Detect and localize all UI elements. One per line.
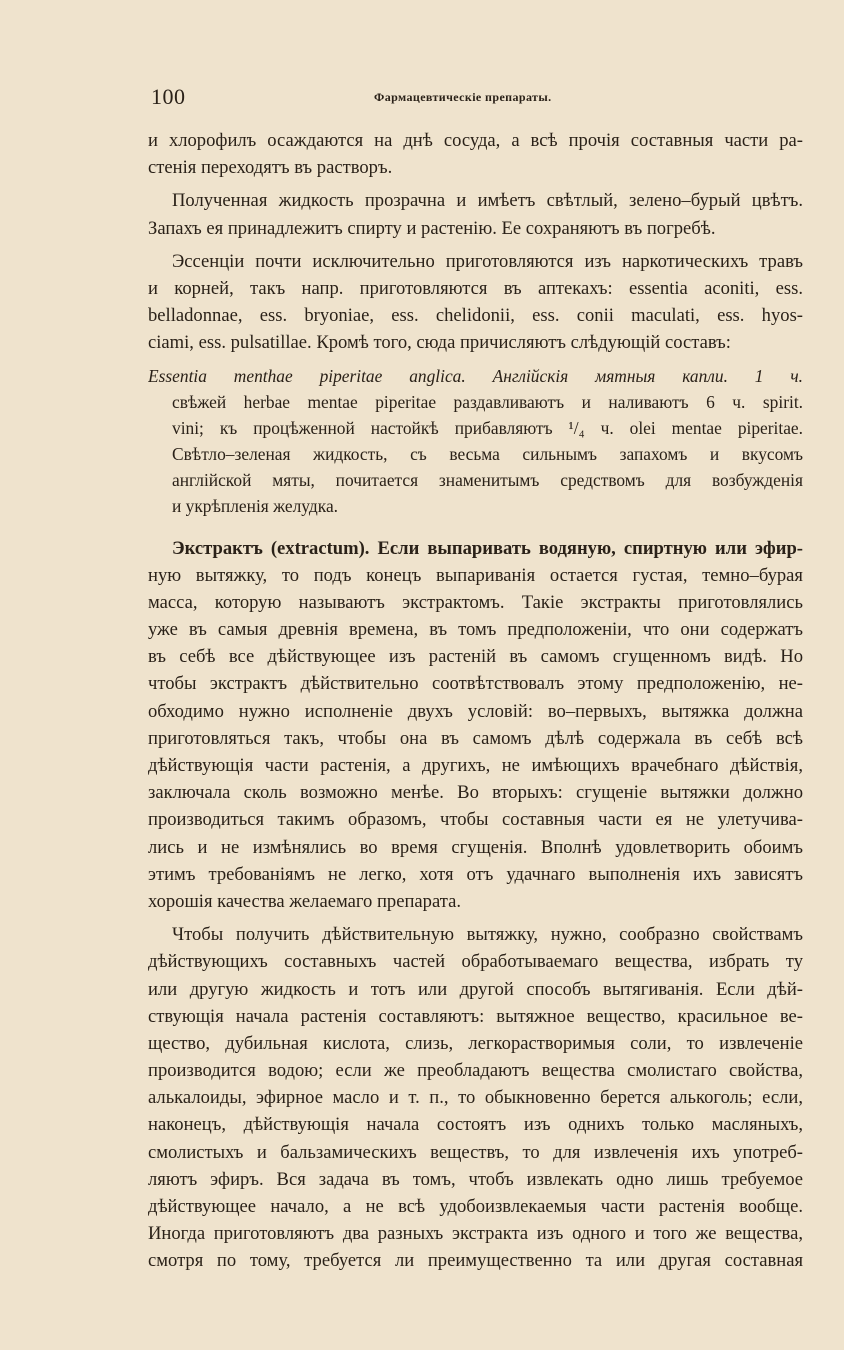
text-line: обходимо нужно исполненіе двухъ условій: во–первыхъ, вытяжка должна — [148, 700, 803, 722]
section-gap — [148, 525, 803, 535]
text-line: vini; къ процѣженной настойкѣ прибавляютъ ¹/₄ ч. olei mentae piperitae. — [172, 417, 803, 438]
paragraph — [148, 248, 803, 357]
text-line: ствующія начала растенія составляютъ: вытяжное вещество, красильное ве- — [148, 1005, 803, 1027]
paragraph — [148, 921, 803, 1274]
text-line: смотря по тому, требуется ли преимущественно та или другая составная — [148, 1250, 803, 1272]
text-line: лись и не измѣнялись во время сгущенія. Вполнѣ удовлетворить обоимъ — [148, 836, 803, 858]
section-paragraph — [148, 535, 803, 916]
page-body — [148, 127, 803, 1281]
text-line: Свѣтло–зеленая жидкость, съ весьма сильнымъ запахомъ и вкусомъ — [172, 443, 803, 464]
text-line: чтобы экстрактъ дѣйствительно соотвѣтствовалъ этому предположенію, не- — [148, 673, 803, 695]
text-line: алькалоиды, эфирное масло и т. п., то обыкновенно берется алькоголь; если, — [148, 1087, 803, 1109]
text-line: Запахъ ея принадлежитъ спирту и растенію. Ее сохраняютъ въ погребѣ. — [148, 217, 716, 239]
text-line: масса, которую называютъ экстрактомъ. Такіе экстракты приготовлялись — [148, 591, 803, 613]
page-header — [0, 84, 844, 114]
text-line: англійской мяты, почитается знаменитымъ средствомъ для возбужденія — [172, 469, 803, 490]
text-line: наконецъ, дѣйствующія начала состоятъ изъ однихъ только масляныхъ, — [148, 1114, 803, 1136]
text-line: хорошія качества желаемаго препарата. — [148, 890, 461, 912]
text-line: стенія переходятъ въ растворъ. — [148, 157, 393, 179]
text-line: Иногда приготовляютъ два разныхъ экстракта изъ одного и того же вещества, — [148, 1223, 803, 1245]
text-line: заключала сколь возможно менѣе. Во вторыхъ: сгущеніе вытяжки должно — [148, 782, 803, 804]
text-line: смолистыхъ и бальзамическихъ веществъ, то для извлеченія ихъ употреб- — [148, 1141, 803, 1163]
text-line: дѣйствующихъ составныхъ частей обработываемаго вещества, избрать ту — [148, 951, 803, 973]
text-line: производится водою; если же преобладаютъ вещества смолистаго свойства, — [148, 1060, 803, 1082]
text-line: или другую жидкость и тотъ или другой способъ вытягиванія. Если дѣй- — [148, 978, 803, 1000]
text-line: Чтобы получить дѣйствительную вытяжку, нужно, сообразно свойствамъ — [172, 924, 803, 946]
recipe-heading-line: Essentia menthae piperitae anglica. Англійскія мятныя капли. 1 ч. — [148, 365, 803, 386]
text-line: ciami, ess. pulsatillae. Кромѣ того, сюда причисляютъ слѣдующій составъ: — [148, 332, 731, 354]
text-line: дѣйствующее начало, а не всѣ удобоизвлекаемыя чаcти растенія вообще. — [148, 1196, 803, 1217]
paragraph — [148, 187, 803, 241]
text-line: уже въ самыя древнія времена, въ томъ предположеніи, что они содержатъ — [148, 619, 803, 641]
text-line: приготовляться такъ, чтобы она въ самомъ дѣлѣ содержала въ себѣ всѣ — [148, 727, 803, 749]
text-line: и укрѣпленія желудка. — [172, 495, 339, 516]
text-line: belladonnae, ess. bryoniae, ess. chelidonii, ess. conii maculati, ess. hyos- — [148, 305, 803, 327]
text-line: ную вытяжку, то подъ конецъ выпариванія остается густая, темно–бурая — [148, 564, 803, 586]
text-line: производиться такимъ образомъ, чтобы составныя части ея не улетучива- — [148, 809, 803, 831]
text-line: въ себѣ все дѣйствующее изъ растеній въ самомъ сгущенномъ видѣ. Но — [148, 646, 803, 668]
text-line: свѣжей herbae mentae piperitae раздавливаютъ и наливаютъ 6 ч. spirit. — [172, 391, 803, 412]
text-line: этимъ требованіямъ не легко, хотя отъ удачнаго выполненія ихъ зависятъ — [148, 863, 803, 885]
page-number: 100 — [151, 84, 186, 109]
paragraph-continuation — [148, 127, 803, 181]
section-heading-line: Экстрактъ (extractum). Если выпаривать водяную, спиртную или эфир- — [172, 537, 803, 559]
text-line: и корней, такъ напр. приготовляются въ аптекахъ: essentia aconiti, ess. — [148, 277, 803, 299]
text-line: щество, дубильная кислота, слизь, легкорастворимыя соли, то извлеченіе — [148, 1032, 803, 1054]
text-line: и хлорофилъ осаждаются на днѣ сосуда, а всѣ прочія составныя части ра- — [148, 130, 803, 151]
recipe-paragraph — [148, 363, 803, 519]
running-title: Фармацевтическіе препараты. — [374, 90, 552, 104]
text-line: Эссенціи почти исключительно приготовляются изъ наркотическихъ травъ — [172, 250, 803, 272]
text-line: дѣйствующія части растенія, а другихъ, не имѣющихъ врачебнаго дѣйствія, — [148, 755, 803, 776]
text-line: ляютъ эфиръ. Вся задача въ томъ, чтобъ извлекать одно лишь требуемое — [148, 1168, 803, 1190]
text-line: Полученная жидкость прозрачна и имѣетъ свѣтлый, зелено–бурый цвѣтъ. — [172, 190, 803, 212]
